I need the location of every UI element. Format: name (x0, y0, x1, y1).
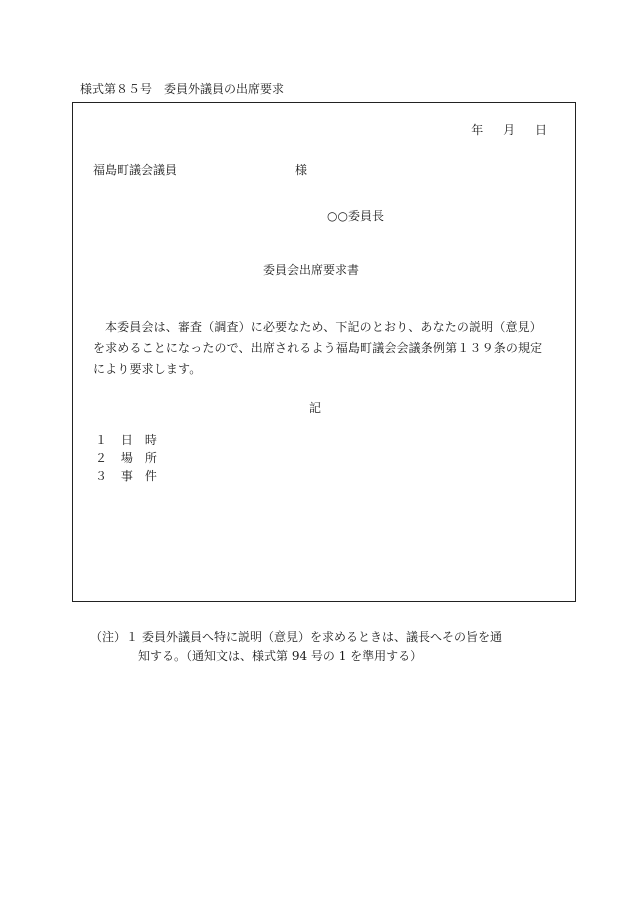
footnote-text: 委員外議員へ特に説明（意見）を求めるときは、議長へその旨を通 (142, 630, 503, 644)
item-number: ２ (95, 451, 108, 465)
addressee: 福島町議会議員 (93, 163, 178, 177)
sender: ○○委員長 (327, 209, 384, 223)
list-item (95, 449, 169, 467)
footnote-prefix: （注）１ (90, 630, 139, 644)
body-line: 見）を求めることになったので、出席されるよう福島町議会会議条例第１３９ (93, 320, 542, 355)
year-label: 年 (471, 123, 484, 137)
form-number-heading: 様式第８５号 委員外議員の出席要求 (80, 82, 285, 96)
body-line: 本委員会は、審査（調査）に必要なため、下記のとおり、あなたの説明（意 (105, 320, 518, 334)
item-label: 事件 (120, 469, 169, 483)
item-list (95, 431, 169, 485)
list-item (95, 431, 169, 449)
document-title: 委員会出席要求書 (263, 263, 360, 277)
footnote (90, 628, 560, 666)
document-frame (72, 102, 576, 602)
item-label: 場所 (120, 451, 169, 465)
list-item (95, 467, 169, 485)
body-line: 条の規定により要求します。 (93, 341, 543, 376)
footnote-line (90, 628, 560, 647)
item-label: 日時 (120, 433, 169, 447)
month-label: 月 (503, 123, 516, 137)
honorific: 様 (295, 163, 308, 177)
date-line (455, 121, 547, 138)
footnote-continuation: 知する。（通知文は、様式第 94 号の 1 を準用する） (138, 649, 423, 663)
item-number: １ (95, 433, 108, 447)
ki-heading: 記 (309, 401, 322, 415)
item-number: ３ (95, 469, 108, 483)
body-text (93, 317, 553, 380)
day-label: 日 (534, 123, 547, 137)
